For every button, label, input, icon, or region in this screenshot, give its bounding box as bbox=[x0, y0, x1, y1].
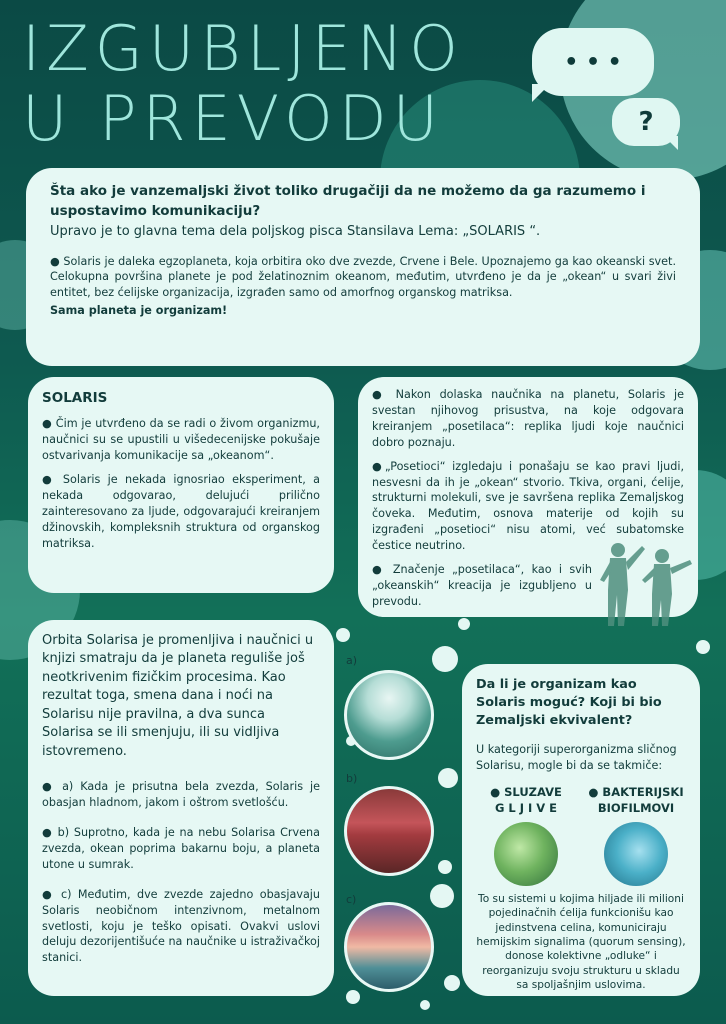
orbit-lead: Orbita Solarisa je promenljiva i naučnici u knjizi smatraju da je planeta reguliše još neotkrivenim fizičkim procesima. Kao rezultat toga, smena dana i noći na Solarisu nije pravilna, a dva sunca Solarisa se ili smenjuju, ili su vidljiva istovremeno. bbox=[42, 633, 314, 759]
organism-body: To su sistemi u kojima hiljade ili milioni pojedinačnih ćelija funkcionišu kao jedinstvena celina, komuniciraju hemijskim signalima (quorum sensing), donose kolektivne „odluke“ i reorganizuju svoju strukturu u skladu sa spoljašnjim uslovima. bbox=[476, 893, 686, 991]
orbit-point-c: ● c) Međutim, dve zvezde zajedno obasjavaju Solaris neobičnom intenzivnom, metalnom svetlosti, koju je teško opisati. Ovakvi uslovi deluju dezorijentišuće na naučnike u istraživačkoj stanici. bbox=[42, 887, 320, 965]
slime-mold-label-2: G L J I V E bbox=[494, 800, 558, 815]
biofilm-image bbox=[604, 822, 668, 886]
photo-label-c: c) bbox=[346, 893, 357, 906]
visitors-paragraph-1: ● Nakon dolaska naučnika na planetu, Solaris je svestan njihovog prisustva, na koje odgovara kreiranjem „posetilaca“: replika ljudi koje naučnici dobro poznaju. bbox=[372, 388, 684, 449]
ellipsis-speech-bubble bbox=[532, 28, 654, 96]
red-star-ocean-image bbox=[344, 786, 434, 876]
two-stars-ocean-image bbox=[344, 902, 434, 992]
bacterial-biofilm-item bbox=[586, 784, 686, 887]
solaris-heading: SOLARIS bbox=[42, 390, 108, 406]
visitors-paragraph-2: ●„Posetioci“ izgledaju i ponašaju se kao pravi ljudi, nesvesni da ih je „okean“ stvorio. Tkiva, organi, ćelije, strukturni molekuli, sve je savršena replika Zemaljskog čoveka. Međutim, osnova materije od kojih su izgrađeni „posetioci“ nisu atomi, već subatomske čestice neutrino. bbox=[372, 459, 684, 553]
visitors-silhouette-icon bbox=[590, 540, 700, 626]
intro-question: Šta ako je vanzemaljski život toliko drugačiji da ne možemo da ga razumemo i uspostavimo komunikaciju? bbox=[50, 183, 646, 219]
slime-mold-label-1: ● SLUZAVE bbox=[490, 784, 562, 799]
intro-paragraph: ● Solaris je daleka egzoplaneta, koja orbitira oko dve zvezde, Crvene i Bele. Upoznajemo ga kao okeanski svet. Celokupna površina planete je pod želatinoznim okeanom, međutim, utvrđeno je da je „okean“ u svari živi entitet, bez ćelijske organizacija, izgrađen samo od amorfnog organskog matriksa. bbox=[50, 254, 676, 300]
slime-mold-item bbox=[476, 784, 576, 887]
intro-card bbox=[26, 168, 700, 366]
slime-mold-image bbox=[494, 822, 558, 886]
organism-card bbox=[462, 664, 700, 996]
decorative-dot bbox=[420, 1000, 430, 1010]
decorative-dot bbox=[458, 618, 470, 630]
ellipsis-icon: • • • bbox=[564, 49, 622, 75]
biofilm-label-2: BIOFILMOVI bbox=[597, 800, 675, 815]
organism-intro: U kategoriji superorganizma sličnog Solarisu, mogle bi da se takmiče: bbox=[476, 742, 677, 772]
decorative-dot bbox=[430, 884, 454, 908]
decorative-dot bbox=[336, 628, 350, 642]
candidates-row bbox=[476, 784, 686, 887]
intro-subtitle: Upravo je to glavna tema dela poljskog pisca Stansilava Lema: „SOLARIS “. bbox=[50, 224, 541, 240]
biofilm-label-1: ● BAKTERIJSKI bbox=[588, 784, 684, 799]
question-mark-icon: ? bbox=[638, 107, 654, 137]
orbit-point-b: ● b) Suprotno, kada je na nebu Solarisa Crvena zvezda, okean poprima bakarnu boju, a planeta utone u sumrak. bbox=[42, 825, 320, 871]
bubble-tail bbox=[664, 136, 678, 150]
decorative-dot bbox=[438, 768, 458, 788]
decorative-dot bbox=[696, 640, 710, 654]
white-star-ocean-image bbox=[344, 670, 434, 760]
decorative-dot bbox=[346, 990, 360, 1004]
solaris-paragraph-1: ● Čim je utvrđeno da se radi o živom organizmu, naučnici su se upustili u višedecenijske pokušaje ostvarivanja komunikacije sa „okeanom“. bbox=[42, 417, 320, 462]
decorative-dot bbox=[444, 975, 460, 991]
bubble-tail bbox=[532, 84, 550, 102]
photo-label-b: b) bbox=[346, 772, 358, 785]
page-title-line2: U PREVODU bbox=[22, 82, 444, 155]
organism-heading: Da li je organizam kao Solaris moguć? Koji bi bio Zemaljski ekvivalent? bbox=[476, 677, 662, 728]
decorative-dot bbox=[432, 646, 458, 672]
intro-emphasis: Sama planeta je organizam! bbox=[50, 304, 228, 318]
solaris-card bbox=[28, 377, 334, 593]
photo-label-a: a) bbox=[346, 654, 358, 667]
decorative-dot bbox=[438, 860, 452, 874]
orbit-point-a: ● a) Kada je prisutna bela zvezda, Solaris je obasjan hladnom, jakom i oštrom svetlošću. bbox=[42, 780, 320, 810]
visitors-paragraph-3: ● Značenje „posetilaca“, kao i svih „okeanskih“ kreacija je izgubljeno u prevodu. bbox=[372, 563, 592, 608]
solaris-paragraph-2: ● Solaris je nekada ignosriao eksperiment, a nekada odgovarao, delujući prilično zainteresovano za ljude, odgovarajući kreiranjem džinovskih, kompleksnih struktura od organskog matriksa. bbox=[42, 472, 320, 550]
page-title-line1: IZGUBLJENO bbox=[22, 12, 464, 85]
orbit-card bbox=[28, 620, 334, 996]
